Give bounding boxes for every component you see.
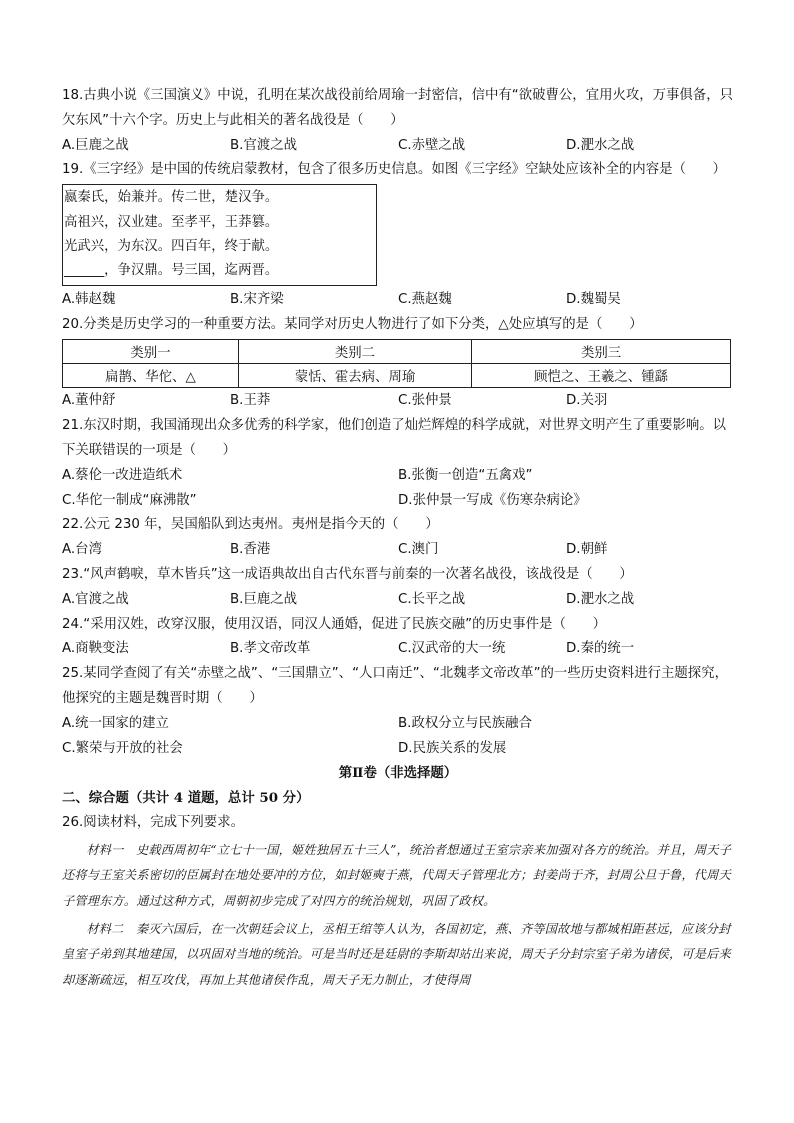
- table-header-row: [63, 340, 731, 364]
- table-row: [63, 364, 731, 388]
- question-26: [62, 811, 734, 993]
- question-stem: 22.公元 230 年，吴国船队到达夷州。夷州是指今天的（ ）: [62, 517, 439, 533]
- question-stem: 25.某同学查阅了有关“赤壁之战”、“三国鼎立”、“人口南迁”、“北魏孝文帝改革”的一些历史资料进行主题探究，他探究的主题是魏晋时期（ ）: [62, 666, 728, 706]
- sanzijing-excerpt-box: [62, 184, 377, 286]
- option-d[interactable]: D.朝鲜: [566, 542, 608, 558]
- option-b[interactable]: B.巨鹿之战: [230, 591, 298, 607]
- option-b[interactable]: B.香港: [230, 542, 271, 558]
- option-b[interactable]: B.王莽: [230, 393, 271, 409]
- question-20: [62, 313, 734, 415]
- option-d[interactable]: D.淝水之战: [566, 591, 635, 607]
- question-21: [62, 414, 734, 513]
- question-19: [62, 158, 734, 312]
- option-c[interactable]: C.长平之战: [398, 591, 466, 607]
- option-a[interactable]: A.董仲舒: [62, 393, 116, 409]
- option-d[interactable]: D.民族关系的发展: [398, 740, 507, 756]
- option-c[interactable]: C.华佗一制成“麻沸散”: [62, 492, 197, 508]
- question-stem: 20.分类是历史学习的一种重要方法。某同学对历史人物进行了如下分类，△处应填写的是（ ）: [62, 316, 643, 332]
- options-row: [62, 489, 734, 514]
- option-a[interactable]: A.统一国家的建立: [62, 715, 169, 731]
- poem-line: ______，争汉鼎。号三国，迄两晋。: [64, 263, 279, 279]
- option-b[interactable]: B.宋齐梁: [230, 291, 284, 307]
- options-row: [62, 538, 734, 563]
- question-stem: 23.“风声鹤唳，草木皆兵”这一成语典故出自古代东晋与前秦的一次著名战役，该战役是（ ）: [62, 566, 633, 582]
- question-stem: 21.东汉时期，我国涌现出众多优秀的科学家，他们创造了灿烂辉煌的科学成就，对世界文明产生了重要影响。以下关联错误的一项是（ ）: [62, 418, 727, 458]
- question-22: [62, 513, 734, 563]
- section-heading: 二、综合题（共计 4 道题，总计 50 分）: [62, 790, 310, 807]
- question-23: [62, 563, 734, 613]
- table-cell: 扁鹊、华佗、△: [63, 364, 239, 388]
- option-c[interactable]: C.赤壁之战: [398, 137, 466, 153]
- option-a[interactable]: A.蔡伦一改进造纸术: [62, 467, 183, 483]
- question-stem: 19.《三字经》是中国的传统启蒙教材，包含了很多历史信息。如图《三字经》空缺处应该补全的内容是（ ）: [62, 162, 727, 178]
- option-c[interactable]: C.繁荣与开放的社会: [62, 740, 183, 756]
- table-cell: 蒙恬、霍去病、周瑜: [238, 364, 471, 388]
- exam-page: [62, 84, 734, 993]
- options-row: [62, 464, 734, 489]
- question-stem: 26.阅读材料，完成下列要求。: [62, 814, 244, 830]
- table-cell: 顾恺之、王羲之、锺繇: [472, 364, 731, 388]
- option-b[interactable]: B.官渡之战: [230, 137, 298, 153]
- table-header: 类别二: [238, 340, 471, 364]
- poem-line: 光武兴，为东汉。四百年，终于献。: [64, 239, 279, 254]
- option-c[interactable]: C.燕赵魏: [398, 291, 452, 307]
- option-b[interactable]: B.张衡一创造“五禽戏”: [398, 467, 533, 483]
- options-row: [62, 288, 734, 313]
- option-a[interactable]: A.官渡之战: [62, 591, 129, 607]
- options-row: [62, 389, 734, 414]
- question-24: [62, 613, 734, 663]
- options-row: [62, 588, 734, 613]
- material-two: 材料二 秦灭六国后，在一次朝廷会议上，丞相王绾等人认为，各国初定，燕、齐等国故地与都城相距甚远，应该分封皇室子弟到其地建国，以巩固对当地的统治。可是当时还是廷尉的李斯却站出来说，周天子分封宗室子弟为诸侯，可是后来却逐渐疏远，相互攻伐，再加上其他诸侯作乱，周天子无力制止，才使得周: [62, 921, 731, 987]
- option-c[interactable]: C.张仲景: [398, 393, 452, 409]
- options-row: [62, 637, 734, 662]
- option-d[interactable]: D.淝水之战: [566, 137, 635, 153]
- option-d[interactable]: D.张仲景一写成《伤寒杂病论》: [398, 492, 587, 508]
- options-row: [62, 712, 734, 737]
- option-b[interactable]: B.政权分立与民族融合: [398, 715, 532, 731]
- question-18: [62, 84, 734, 158]
- option-b[interactable]: B.孝文帝改革: [230, 641, 311, 657]
- option-c[interactable]: C.澳门: [398, 542, 439, 558]
- option-d[interactable]: D.关羽: [566, 393, 608, 409]
- poem-line: 嬴秦氏，始兼并。传二世，楚汉争。: [64, 190, 279, 206]
- material-one: 材料一 史载西周初年“立七十一国，姬姓独居五十三人”，统治者想通过王室宗亲来加强对各方的统治。并且，周天子还将与王室关系密切的臣属封在地处要冲的方位，如封姬奭于燕，代周天子管理北方；封姜尚于齐，封周公旦于鲁，代周天子管理东方。通过这种方式，周朝初步完成了对四方的统治规划，巩固了政权。: [62, 842, 732, 908]
- option-d[interactable]: D.秦的统一: [566, 641, 635, 657]
- option-a[interactable]: A.商鞅变法: [62, 641, 129, 657]
- options-row: [62, 134, 734, 159]
- option-d[interactable]: D.魏蜀吴: [566, 291, 621, 307]
- classification-table: [62, 339, 731, 388]
- question-25: [62, 662, 734, 761]
- option-c[interactable]: C.汉武帝的大一统: [398, 641, 506, 657]
- table-header: 类别三: [472, 340, 731, 364]
- poem-line: 高祖兴，汉业建。至孝平，王莽篡。: [64, 214, 279, 230]
- section-title: 第Ⅱ卷（非选择题）: [338, 765, 458, 782]
- table-header: 类别一: [63, 340, 239, 364]
- option-a[interactable]: A.台湾: [62, 542, 102, 558]
- question-stem: 24.“采用汉姓，改穿汉服，使用汉语，同汉人通婚，促进了民族交融”的历史事件是（ ）: [62, 616, 607, 632]
- option-a[interactable]: A.韩赵魏: [62, 291, 116, 307]
- question-stem: 18.古典小说《三国演义》中说，孔明在某次战役前给周瑜一封密信，信中有“欲破曹公，宜用火攻，万事俱备，只欠东风”十六个字。历史上与此相关的著名战役是（ ）: [62, 88, 733, 128]
- option-a[interactable]: A.巨鹿之战: [62, 137, 129, 153]
- options-row: [62, 737, 734, 762]
